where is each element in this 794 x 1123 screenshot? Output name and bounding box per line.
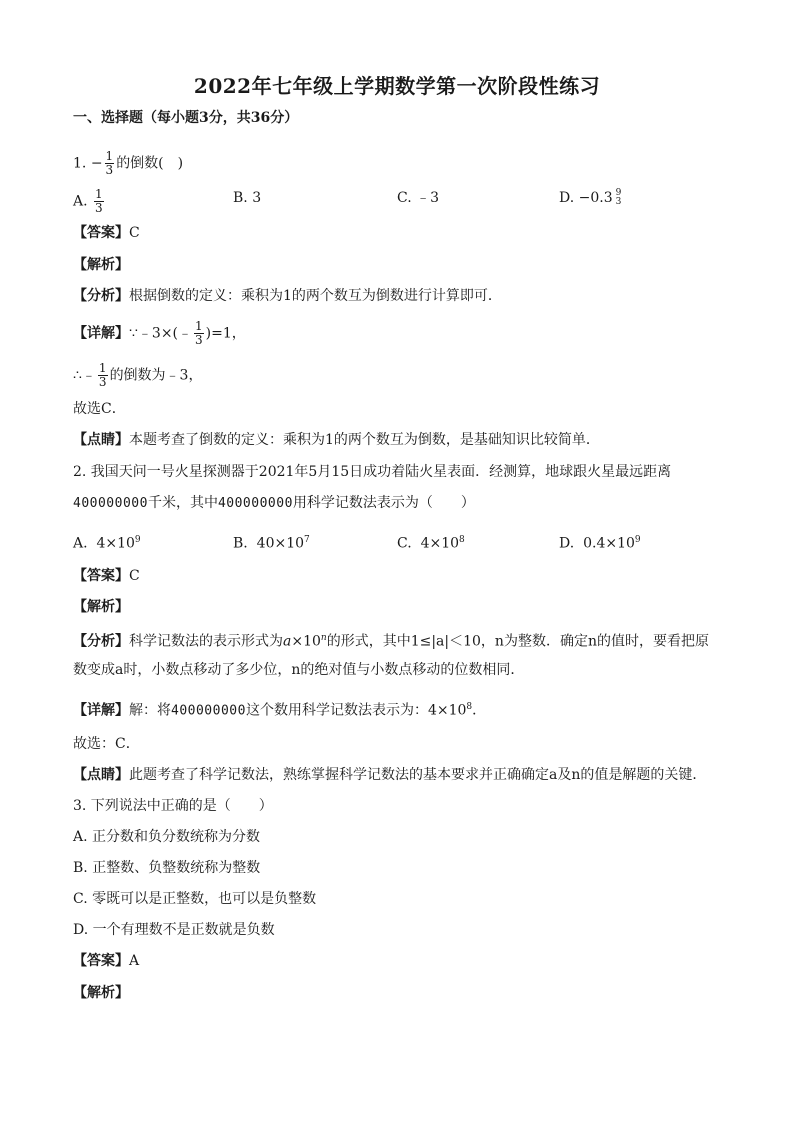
- q2-stem-line1: 2. 我国天问一号火星探测器于2021年5月15日成功着陆火星表面．经测算，地球跟火星最远距离: [73, 464, 672, 480]
- q2-stem-line2: 400000000千米，其中400000000用科学记数法表示为（ ）: [73, 495, 475, 511]
- q2-method-line2: 数变成a时，小数点移动了多少位，n的绝对值与小数点移动的位数相同．: [73, 662, 525, 678]
- q2-option-a: A. $4\times 10^9$: [73, 535, 141, 552]
- q2-method-line1: 【分析】科学记数法的表示形式为$a\times 10^n$的形式，其中1≤|a|＜10，n为整数．确定n的值时，要看把原: [73, 633, 709, 650]
- q3-option-a: A. 正分数和负分数统称为分数: [73, 829, 261, 845]
- q2-option-b: B. $40\times 10^7$: [233, 535, 310, 552]
- q1-option-a: A. $\frac{1}{3}$: [73, 187, 103, 215]
- q2-detail: 【详解】解：将400000000这个数用科学记数法表示为：$4\times 10^8$．: [73, 702, 487, 719]
- q1-fraction: $\frac{1}{3}$: [105, 149, 114, 177]
- q1-option-c: C. ﹣3: [397, 190, 440, 206]
- q3-option-b: B. 正整数、负整数统称为整数: [73, 860, 261, 876]
- q2-option-d: D. $0.4\times 10^9$: [559, 535, 641, 552]
- q1-stem: [73, 150, 183, 177]
- q1-detail-2: ∴﹣ $\frac{1}{3}$ 的倒数为﹣3，: [73, 361, 203, 389]
- q1-number: 1.: [73, 155, 87, 172]
- q1-stem-text: 的倒数( ): [116, 155, 184, 172]
- q1-comment: 【点睛】本题考查了倒数的定义：乘积为1的两个数互为倒数，是基础知识比较简单．: [73, 432, 600, 448]
- q1-option-b: B. 3: [233, 190, 262, 206]
- q2-option-c: C. $4\times 10^8$: [397, 535, 465, 552]
- section-heading: 一、选择题（每小题3分，共36分）: [73, 110, 299, 126]
- q2-comment: 【点睛】此题考查了科学记数法，熟练掌握科学记数法的基本要求并正确确定a及n的值是解题的关键．: [73, 767, 707, 783]
- q1-detail: 【详解】∵﹣3×(﹣ $\frac{1}{3}$ )=1，: [73, 319, 246, 347]
- q1-minus: −: [90, 155, 103, 172]
- page-title: 2022年七年级上学期数学第一次阶段性练习: [193, 74, 601, 98]
- q3-stem: 3. 下列说法中正确的是（ ）: [73, 798, 273, 814]
- q3-option-c: C. 零既可以是正整数，也可以是负整数: [73, 891, 317, 907]
- q2-answer: 【答案】C: [73, 568, 140, 584]
- q1-analysis-label: 【解析】: [73, 257, 129, 273]
- q3-analysis-label: 【解析】: [73, 985, 129, 1001]
- q2-choose: 故选：C．: [73, 736, 140, 752]
- q3-answer: 【答案】A: [73, 953, 140, 969]
- q1-answer: 【答案】C: [73, 225, 140, 241]
- q1-choose: 故选C．: [73, 401, 126, 417]
- q3-option-d: D. 一个有理数不是正数就是负数: [73, 922, 275, 938]
- q1-option-d: D. −0.3 9 3: [559, 188, 622, 207]
- q1-method: 【分析】根据倒数的定义：乘积为1的两个数互为倒数进行计算即可．: [73, 288, 502, 304]
- q2-analysis-label: 【解析】: [73, 599, 129, 615]
